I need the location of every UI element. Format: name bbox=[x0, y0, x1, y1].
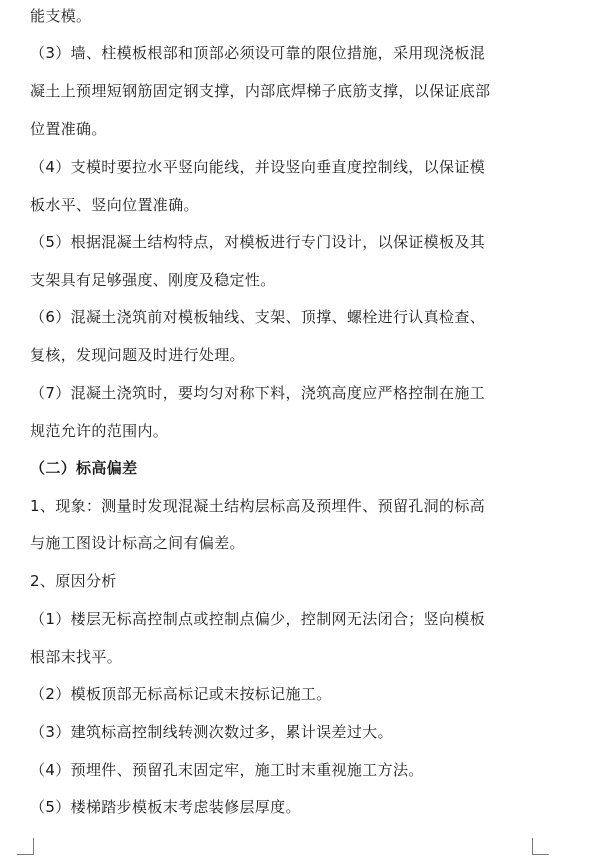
paragraph-line: （3）墙、柱模板根部和顶部必须设可靠的限位措施，采用现浇板混 bbox=[30, 44, 486, 62]
paragraph-line: 能支模。 bbox=[30, 7, 92, 25]
paragraph-line: （4）支模时要拉水平竖向能线，并设竖向垂直度控制线，以保证模 bbox=[30, 158, 486, 176]
paragraph-line: 规范允许的范围内。 bbox=[30, 422, 169, 440]
paragraph-line: （5）楼梯踏步模板末考虑装修层厚度。 bbox=[30, 798, 301, 816]
paragraph-line: 支架具有足够强度、刚度及稳定性。 bbox=[30, 271, 276, 289]
paragraph-line: 2、原因分析 bbox=[30, 572, 117, 590]
page-corner-mark-right bbox=[532, 838, 549, 855]
paragraph-line: （6）混凝土浇筑前对模板轴线、支架、顶撑、螺栓进行认真检查、 bbox=[30, 308, 486, 326]
paragraph-line: （1）楼层无标高控制点或控制点偏少，控制网无法闭合；竖向模板 bbox=[30, 610, 486, 628]
paragraph-line: （3）建筑标高控制线转测次数过多，累计误差过大。 bbox=[30, 723, 393, 741]
paragraph-line: 1、现象：测量时发现混凝土结构层标高及预埋件、预留孔洞的标高 bbox=[30, 497, 486, 515]
paragraph-line: 复核，发现问题及时进行处理。 bbox=[30, 346, 245, 364]
paragraph-line: 凝土上预埋短钢筋固定钢支撑，内部底焊梯子底筋支撑，以保证底部 bbox=[30, 82, 491, 100]
page-corner-mark-left bbox=[17, 838, 34, 855]
paragraph-line: 与施工图设计标高之间有偏差。 bbox=[30, 534, 245, 552]
paragraph-line: 板水平、竖向位置准确。 bbox=[30, 196, 199, 214]
paragraph-line: （5）根据混凝土结构特点，对模板进行专门设计，以保证模板及其 bbox=[30, 233, 486, 251]
paragraph-line: （4）预埋件、预留孔末固定牢，施工时末重视施工方法。 bbox=[30, 761, 424, 779]
paragraph-line: （2）模板顶部无标高标记或末按标记施工。 bbox=[30, 685, 332, 703]
paragraph-line: 根部末找平。 bbox=[30, 648, 123, 666]
paragraph-line: （7）混凝土浇筑时，要均匀对称下料，浇筑高度应严格控制在施工 bbox=[30, 384, 486, 402]
section-heading: （二）标高偏差 bbox=[30, 459, 138, 477]
paragraph-line: 位置准确。 bbox=[30, 120, 107, 138]
